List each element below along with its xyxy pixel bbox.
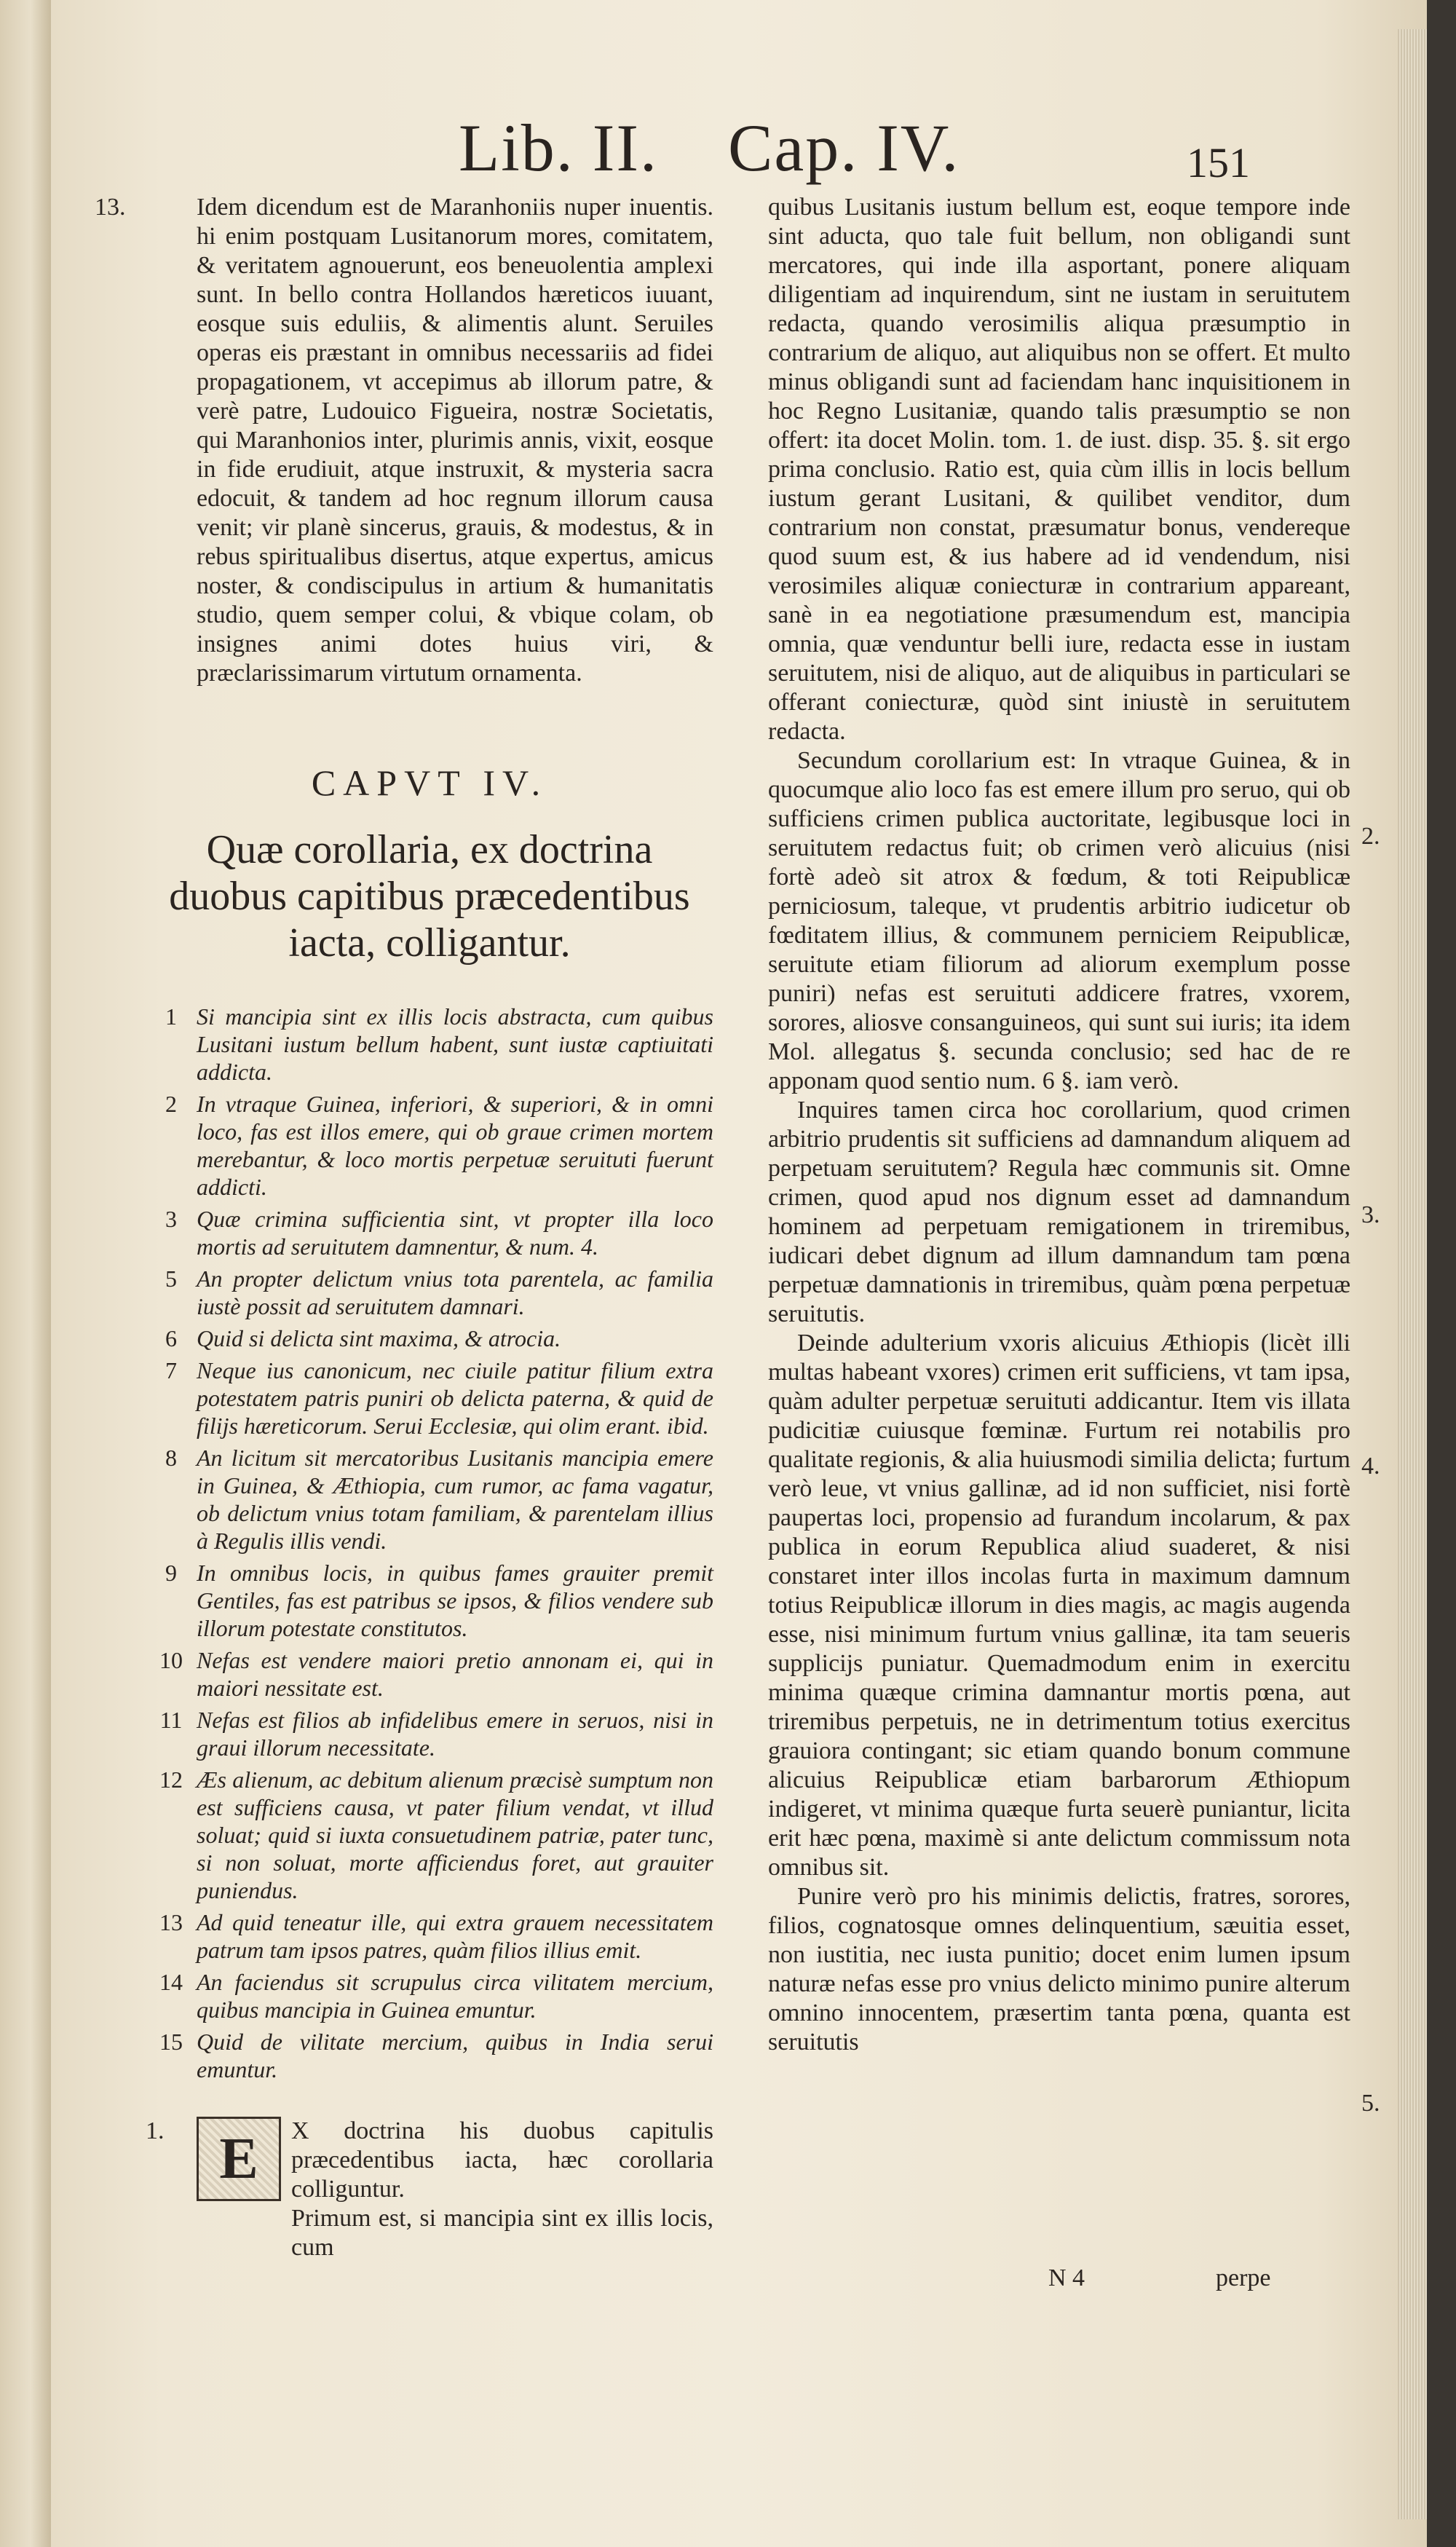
margin-number: 3. <box>1361 1201 1380 1228</box>
paragraph-13 <box>95 193 713 688</box>
summary-item <box>146 1968 713 2023</box>
right-column <box>768 193 1350 2057</box>
summary-number: 8 <box>165 1445 177 1471</box>
summary-number: 14 <box>159 1969 183 1995</box>
summary-item <box>146 1766 713 1904</box>
paragraph-number: 1. <box>146 2117 165 2144</box>
running-header <box>51 109 1427 189</box>
summary-text: An licitum sit mercatoribus Lusitanis mancipia emere in Guinea, & Æthiopia, cum rumor, ac fama vagatur, ob delictum vnius totam familiam, & parentelam illius à Regulis illis vendi. <box>197 1445 713 1554</box>
paragraph-text <box>291 2117 713 2262</box>
paragraph-punire: Punire verò pro his minimis delictis, fratres, sorores, filios, cognatosque omnes delinquentium, sæuitia esset, non iustitia, nec iusta punitio; docet enim lumen ipsum naturæ nefas esse pro vnius delicto minimo punire alterum omnino innocentem, præsertim tanta pœna, quanta est seruitutis <box>768 1883 1350 2056</box>
page-edges <box>1398 29 1427 2519</box>
paragraph-continued: quibus Lusitanis iustum bellum est, eoque tempore inde sint aducta, quo tale fuit bellum, non obligandi sunt mercatores, qui inde illa asportant, ponere aliquam diligentiam ad inquirendum, sint ne iustam in seruitutem redacta, quando verosimilis aliqua præsumptio in contrarium de aliquo, aut aliquibus non se offert. Et multo minus obligandi sunt ad faciendam hanc inquisitionem in hoc Regno Lusitaniæ, quando talis præsumptio se non offert: ita docet Molin. tom. 1. de iust. disp. 35. §. sit ergo prima conclusio. Ratio est, quia cùm illis in locis bellum iustum gerant Lusitani, & quilibet venditor, dum contrarium non constat, præsumatur bonus, vendereque quod suum est, & ius habere ad id vendendum, nisi verosimiles aliquæ coniecturæ in contrarium appareant, sanè in ea negotiatione præsumendum est, mancipia omnia, quæ venduntur belli iure, redacta esse in iustam seruitutem, nisi de aliquo, aut de aliquibus in particulari se offerant coniecturæ, quòd sint iniustè in seruitutem redacta. <box>768 194 1350 745</box>
chapter-summary <box>146 1003 713 2088</box>
summary-number: 12 <box>159 1766 183 1793</box>
catchword: perpe <box>1216 2264 1271 2291</box>
summary-item <box>146 1265 713 1320</box>
page-number: 151 <box>1187 139 1250 186</box>
summary-text: Ad quid teneatur ille, qui extra grauem necessitatem patrum tam ipsos patres, quàm filios illius emit. <box>197 1909 713 1963</box>
chapter-body-start <box>146 2117 713 2262</box>
margin-number: 4. <box>1361 1453 1380 1480</box>
summary-text: Quid de vilitate mercium, quibus in India serui emuntur. <box>197 2029 713 2082</box>
summary-text: Neque ius canonicum, nec ciuile patitur filium extra potestatem patris puniri ob delicta paterna, & quid de filijs hæreticorum. Serui Ecclesiæ, qui olim erant. ibid. <box>197 1357 713 1439</box>
paragraph-inquires: Inquires tamen circa hoc corollarium, quod crimen arbitrio prudentis sit sufficiens ad damnandum aliquem ad perpetuam seruitutem? Regula hæc communis sit. Omne crimen, quod apud nos dignum esset ad damnandum hominem ad perpetuam remigationem in triremibus, iudicari debet dignum ad illum damnandum tam pœna perpetuæ damnationis in triremibus, quàm pœna perpetuæ seruitutis. <box>768 1097 1350 1327</box>
drop-cap-initial: E <box>197 2117 281 2201</box>
summary-number: 1 <box>165 1003 177 1030</box>
summary-item <box>146 1205 713 1260</box>
summary-text: Si mancipia sint ex illis locis abstracta, cum quibus Lusitani iustum bellum habent, sunt iustæ captiuitati addicta. <box>197 1003 713 1085</box>
summary-number: 2 <box>165 1091 177 1117</box>
first-corollary-start: Primum est, si mancipia sint ex illis locis, cum <box>291 2205 713 2261</box>
summary-text: Æs alienum, ac debitum alienum præcisè sumptum non est sufficiens causa, vt pater filium vendat, vt illud soluat; quid si iuxta consuetudinem patriæ, pater tunc, si non soluat, morte afficiendus foret, aut grauiter puniendus. <box>197 1766 713 1903</box>
summary-item <box>146 1324 713 1352</box>
summary-number: 10 <box>159 1647 183 1673</box>
book-page <box>51 0 1427 2547</box>
summary-number: 15 <box>159 2029 183 2055</box>
summary-text: Nefas est vendere maiori pretio annonam ei, qui in maiori nessitate est. <box>197 1647 713 1701</box>
margin-number: 2. <box>1361 823 1380 850</box>
summary-text: In vtraque Guinea, inferiori, & superiori, & in omni loco, fas est illos emere, qui ob graue crimen mortem merebantur, & loco mortis perpetuæ seruituti fuerunt addicti. <box>197 1091 713 1200</box>
paragraph-text: Idem dicendum est de Maranhoniis nuper inuentis. hi enim postquam Lusitanorum mores, comitatem, & veritatem agnouerunt, eos beneuolentia amplexi sunt. In bello contra Hollandos hæreticos iuuant, eosque suis eduliis, & alimentis alunt. Seruiles operas eis præstant in omnibus necessariis ad fidei propagationem, vt accepimus ab illorum patre, & verè patre, Ludouico Figueira, nostræ Societatis, qui Maranhonios inter, plurimis annis, vixit, eosque in fide erudiuit, atque instruxit, & mysteria sacra edocuit, & tandem ad hoc regnum illorum causa venit; vir planè sincerus, grauis, & modestus, & in rebus spiritualibus disertus, atque expertus, amicus noster, & condiscipulus in artium & humanitatis studio, quem semper colui, & vbique colam, ob insignes animi dotes huius viri, & præclarissimarum virtutum ornamenta. <box>197 194 713 687</box>
chapter-title: Quæ corollaria, ex doctrina duobus capitibus præcedentibus iacta, colligantur. <box>169 827 690 966</box>
paragraph-number: 13. <box>95 194 126 221</box>
paragraph-corollary-2: Secundum corollarium est: In vtraque Guinea, & in quocumque alio loco fas est emere illum pro seruo, qui ob sufficiens crimen publica auctoritate, legibusque loci in seruitutem redactus fuit; ob crimen verò alicuius (nisi fortè adeò sit atrox & fœdum, & toti Reipublicæ perniciosum, taleque, vt prudentis arbitrio iudicetur ob fœditatem illius, & communem perniciem Reipublicæ, seruitute etiam filiorum ad aliorum exemplum posse puniri) nefas est seruituti addicere fratres, vxorem, sorores, aliosve consanguineos, qui sunt sui iuris; ita idem Mol. allegatus §. secunda conclusio; sed hac de re apponam quod sentio num. 6 §. iam verò. <box>768 747 1350 1094</box>
paragraph-adulterium: Deinde adulterium vxoris alicuius Æthiopis (licèt illi multas habeant vxores) crimen erit sufficiens, vt tam ipsa, quàm adulter perpetuæ seruituti addicantur. Item vis illata pudicitiæ cuiusque fœminæ. Furtum rei notabilis pro qualitate regionis, & alia huiusmodi similia delicta; furtum verò leue, vt vnius gallinæ, ad id non sufficiet, nisi fortè paupertas loci, propensio ad furandum incolarum, & pax publica in eorum Republica aliud suaderet, & nisi constaret inter illos incolas furta in maximum damnum totius Reipublicæ illorum in dies magis, ac magis augenda esse, nisi minimum furtum vnius gallinæ, ita tam seueris supplicijs puniatur. Quemadmodum enim in exercitu minima quæque crimina damnantur mortis pœna, aut triremibus perpetuis, ne in detrimentum totius exercitus grauiora contingant; sic etiam quando bonum commune alicuius Reipublicæ etiam barbarorum Æthiopum indigeret, vt minima quæque furta seuerè puniantur, licita erit hæc pœna, maximè si ante delictum commissum nota omnibus sit. <box>768 1330 1350 1881</box>
summary-item <box>146 1444 713 1555</box>
summary-text: An faciendus sit scrupulus circa vilitatem mercium, quibus mancipia in Guinea emuntur. <box>197 1969 713 2023</box>
summary-item <box>146 1706 713 1761</box>
signature-mark: N 4 <box>1048 2264 1085 2291</box>
book-gutter <box>0 0 51 2547</box>
summary-item <box>146 1908 713 1964</box>
summary-text: Nefas est filios ab infidelibus emere in seruos, nisi in graui illorum necessitate. <box>197 1707 713 1761</box>
left-column <box>95 193 713 2262</box>
summary-number: 7 <box>165 1357 177 1383</box>
chapter-number: Cap. IV. <box>728 111 960 185</box>
summary-text: Quid si delicta sint maxima, & atrocia. <box>197 1325 561 1351</box>
summary-item <box>146 1357 713 1440</box>
summary-number: 3 <box>165 1206 177 1232</box>
summary-number: 11 <box>159 1707 183 1733</box>
margin-number: 5. <box>1361 2090 1380 2117</box>
summary-number: 13 <box>159 1909 183 1935</box>
summary-item <box>146 1646 713 1702</box>
summary-text: Quæ crimina sufficientia sint, vt propter illa loco mortis ad seruitutem damnentur, & num. 4. <box>197 1206 713 1260</box>
summary-text: An propter delictum vnius tota parentela, ac familia iustè possit ad seruitutem damnari. <box>197 1265 713 1319</box>
book-number: Lib. II. <box>459 111 659 185</box>
summary-text: In omnibus locis, in quibus fames grauiter premit Gentiles, fas est patribus se ipsos, & filios vendere sub illorum potestate constitutos. <box>197 1560 713 1641</box>
summary-item <box>146 1090 713 1201</box>
summary-item <box>146 2028 713 2083</box>
summary-item <box>146 1559 713 1642</box>
summary-number: 9 <box>165 1560 177 1586</box>
caput-heading: CAPVT IV. <box>311 762 548 803</box>
summary-item <box>146 1003 713 1086</box>
summary-number: 6 <box>165 1325 177 1351</box>
opening-text: X doctrina his duobus capitulis præcedentibus iacta, hæc corollaria colliguntur. <box>291 2117 713 2203</box>
summary-number: 5 <box>165 1265 177 1292</box>
